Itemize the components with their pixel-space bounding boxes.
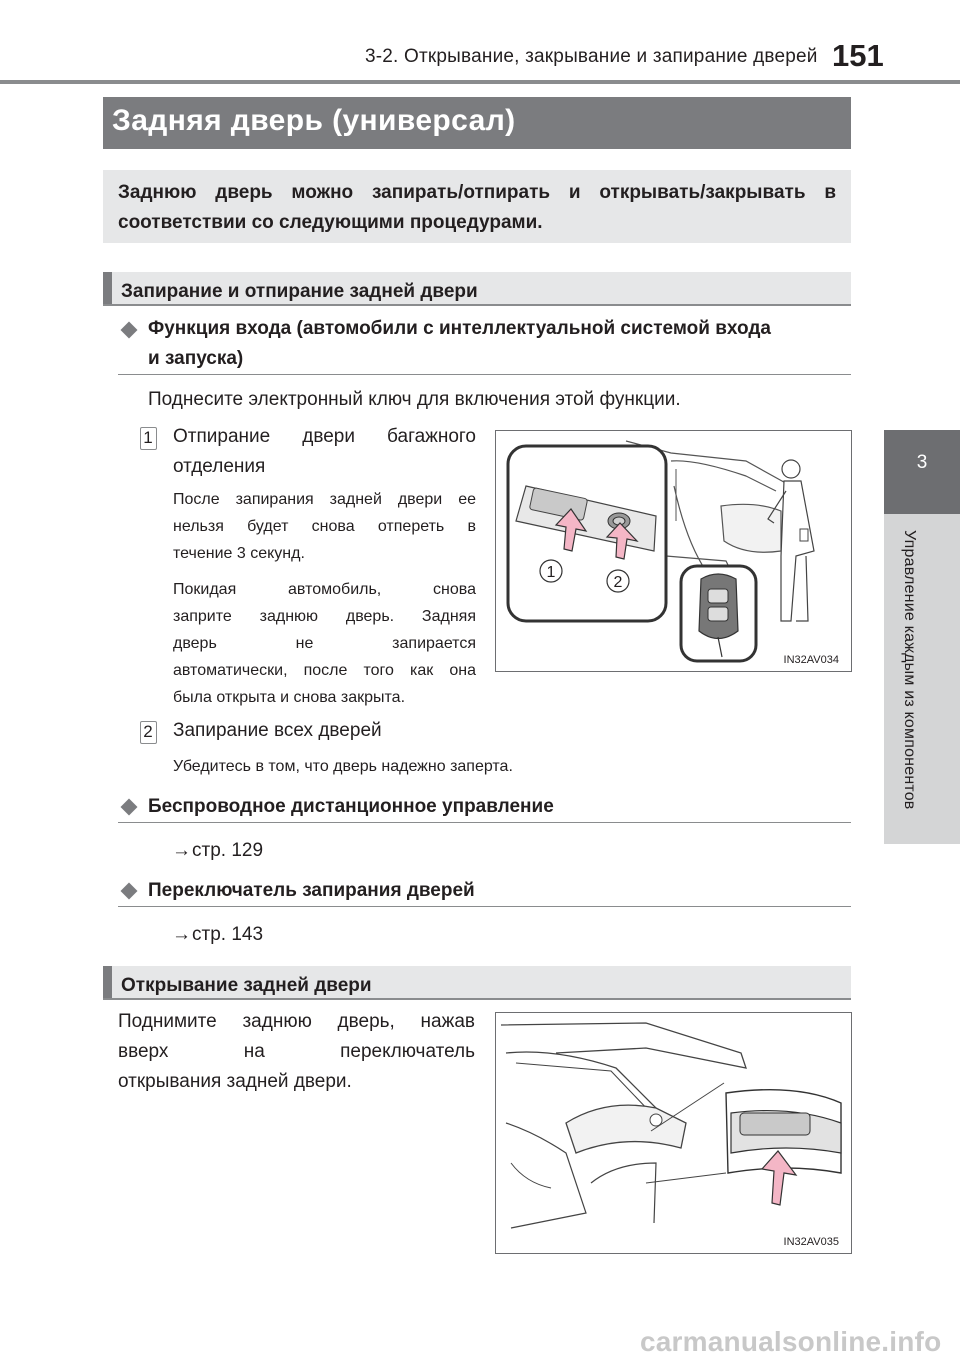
item1-note1-line: нельзя будет снова отпереть в: [173, 518, 476, 535]
figure-callout-1: 1: [546, 564, 556, 581]
open-text-line: Поднимите заднюю дверь, нажав: [118, 1011, 475, 1032]
figure-callout-2: 2: [613, 574, 623, 591]
item1-note1-line: течение 3 секунд.: [173, 545, 305, 562]
running-header: 3-2. Открывание, закрывание и запирание дверей: [365, 46, 818, 67]
figure-tailgate-open: [495, 1012, 852, 1254]
subheading-entry-line2: и запуска): [148, 348, 244, 369]
ref-arrow-icon: →: [172, 924, 191, 945]
item1-note2-line: автоматически, после того как она: [173, 662, 476, 679]
subheading-switch: Переключатель запирания дверей: [148, 880, 475, 901]
watermark: carmanualsonline.info: [640, 1326, 942, 1357]
intro-text: Заднюю дверь можно запирать/отпирать и открывать/закрывать в соответствии со следующими процедурами.: [118, 182, 836, 233]
ref-arrow-icon: →: [172, 840, 191, 861]
item1-note2-line: дверь не запирается: [173, 635, 476, 652]
section-accent: [103, 272, 112, 304]
diamond-bullet-icon: [121, 883, 138, 900]
section-accent: [103, 966, 112, 998]
item2-title: Запирание всех дверей: [173, 720, 382, 741]
item1-title-line1: Отпирание двери багажного: [173, 426, 476, 447]
page-reference-wireless[interactable]: стр. 129: [192, 840, 264, 861]
item-number-1: 1: [140, 427, 156, 449]
open-text-line: вверх на переключатель: [118, 1041, 475, 1062]
item1-note2-line: Покидая автомобиль, снова: [173, 581, 476, 598]
figure-label: IN32AV035: [783, 1236, 839, 1248]
item1-note2-line: заприте заднюю дверь. Задняя: [173, 608, 476, 625]
page-reference-switch[interactable]: стр. 143: [192, 924, 264, 945]
item-number-2: 2: [140, 721, 156, 743]
chapter-number: 3: [916, 452, 928, 473]
item1-title-line2: отделения: [173, 456, 266, 477]
chapter-title: Управление каждым из компонентов: [901, 530, 918, 810]
figure-illustration: [496, 1013, 851, 1253]
figure-label: IN32AV034: [783, 654, 839, 666]
subheading-entry-line1: Функция входа (автомобили с интеллектуальной системой входа: [148, 318, 771, 339]
diamond-bullet-icon: [121, 322, 138, 339]
item1-note2-line: была открыта и снова закрыта.: [173, 689, 406, 706]
open-text-line: открывания задней двери.: [118, 1071, 352, 1092]
figure-tailgate-keyfob: [495, 430, 852, 672]
subheading-wireless: Беспроводное дистанционное управление: [148, 796, 554, 817]
entry-instruction: Поднесите электронный ключ для включения этой функции.: [148, 389, 681, 410]
page-number: 151: [832, 38, 884, 73]
item2-note: Убедитесь в том, что дверь надежно заперта.: [173, 758, 513, 775]
figure-illustration: [496, 431, 851, 671]
subheading-rule: [118, 906, 851, 907]
page-title: Задняя дверь (универсал): [112, 104, 516, 137]
subheading-rule: [118, 374, 851, 375]
subheading-rule: [118, 822, 851, 823]
item1-note1-line: После запирания задней двери ее: [173, 491, 476, 508]
section-title-lock: Запирание и отпирание задней двери: [121, 281, 478, 302]
section-title-open: Открывание задней двери: [121, 975, 372, 996]
diamond-bullet-icon: [121, 799, 138, 816]
header-rule: [0, 80, 960, 84]
